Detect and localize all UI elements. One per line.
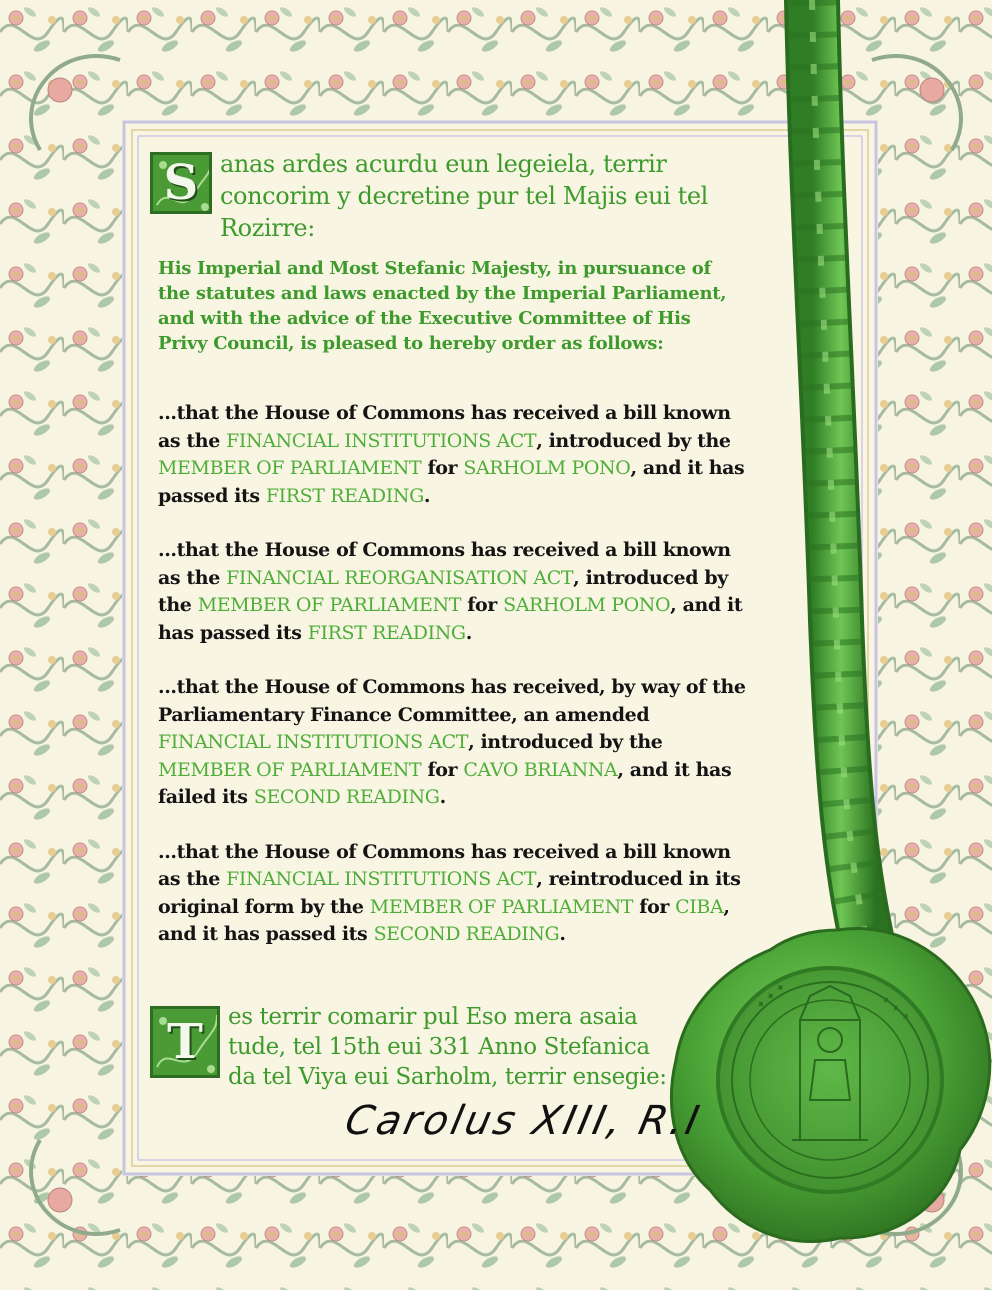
clause: ...that the House of Commons has received a bill known as the FINANCIAL INSTITUTIONS ACT, reintroduced in its original form by the MEMBER OF PARLIAMENT for CIBA, and it has passed its SECOND READING. — [158, 840, 741, 945]
svg-text:✦ ✦ ✦: ✦ ✦ ✦ — [753, 980, 789, 1013]
member-title: MEMBER OF PARLIAMENT — [158, 457, 422, 479]
border-top — [0, 0, 992, 120]
clause: ...that the House of Commons has received a bill known as the FINANCIAL INSTITUTIONS ACT, introduced by the MEMBER OF PARLIAMENT for SARHOLM PONO, and it has passed its FIRST READING. — [158, 402, 745, 507]
royal-signature: Carolus XIII, R.I — [341, 1098, 706, 1144]
clause: ...that the House of Commons has received a bill known as the FINANCIAL REORGANISATION ACT, introduced by the MEMBER OF PARLIAMENT for SARHOLM PONO, and it has passed its FIRST READING. — [158, 539, 743, 644]
dropcap-letter: S — [163, 155, 199, 211]
member-title: MEMBER OF PARLIAMENT — [369, 895, 634, 918]
reading-stage: SECOND READING — [253, 786, 440, 808]
closing-block — [150, 1002, 670, 1092]
act-name: FINANCIAL REORGANISATION ACT — [226, 566, 574, 589]
member-title: MEMBER OF PARLIAMENT — [197, 594, 461, 616]
constituency: CAVO BRIANNA — [463, 758, 618, 781]
reading-stage: FIRST READING — [265, 484, 424, 507]
member-title: MEMBER OF PARLIAMENT — [158, 758, 422, 781]
svg-text:✦ ✦ ✦: ✦ ✦ ✦ — [878, 992, 913, 1025]
clause-list — [158, 400, 756, 949]
reading-stage: SECOND READING — [373, 923, 560, 945]
dropcap-letter: T — [167, 1014, 203, 1070]
clause: ...that the House of Commons has received, by way of the Parliamentary Finance Committee, an amended FINANCIAL INSTITUTIONS ACT, introduced by the MEMBER OF PARLIAMENT for CAVO BRIANNA, and it has failed its SECOND READING. — [158, 676, 746, 808]
act-name: FINANCIAL INSTITUTIONS ACT — [226, 429, 537, 452]
heading-block — [150, 148, 772, 244]
reading-stage: FIRST READING — [307, 621, 466, 644]
constituency: CIBA — [675, 895, 724, 918]
border-left — [0, 120, 122, 1176]
constituency: SARHOLM PONO — [503, 594, 671, 616]
constituency: SARHOLM PONO — [463, 457, 631, 479]
act-name: FINANCIAL INSTITUTIONS ACT — [158, 731, 469, 753]
act-name: FINANCIAL INSTITUTIONS ACT — [226, 868, 537, 890]
closing-text: es terrir comarir pul Eso mera asaia tude, tel 15th eui 331 Anno Stefanica da tel Viya eui Sarholm, terrir ensegie: — [228, 1004, 667, 1090]
heading-text: anas ardes acurdu eun legeiela, terrir concorim y decretine pur tel Majis eui tel Rozirre: — [220, 150, 708, 242]
preamble: His Imperial and Most Stefanic Majesty, in pursuance of the statutes and laws enacted by the Imperial Parliament, and with the advice of the Executive Committee of His Privy Council, is pleased to hereby order as follows: — [158, 258, 727, 354]
dropcap-s — [150, 152, 212, 214]
dropcap-t — [150, 1006, 220, 1078]
